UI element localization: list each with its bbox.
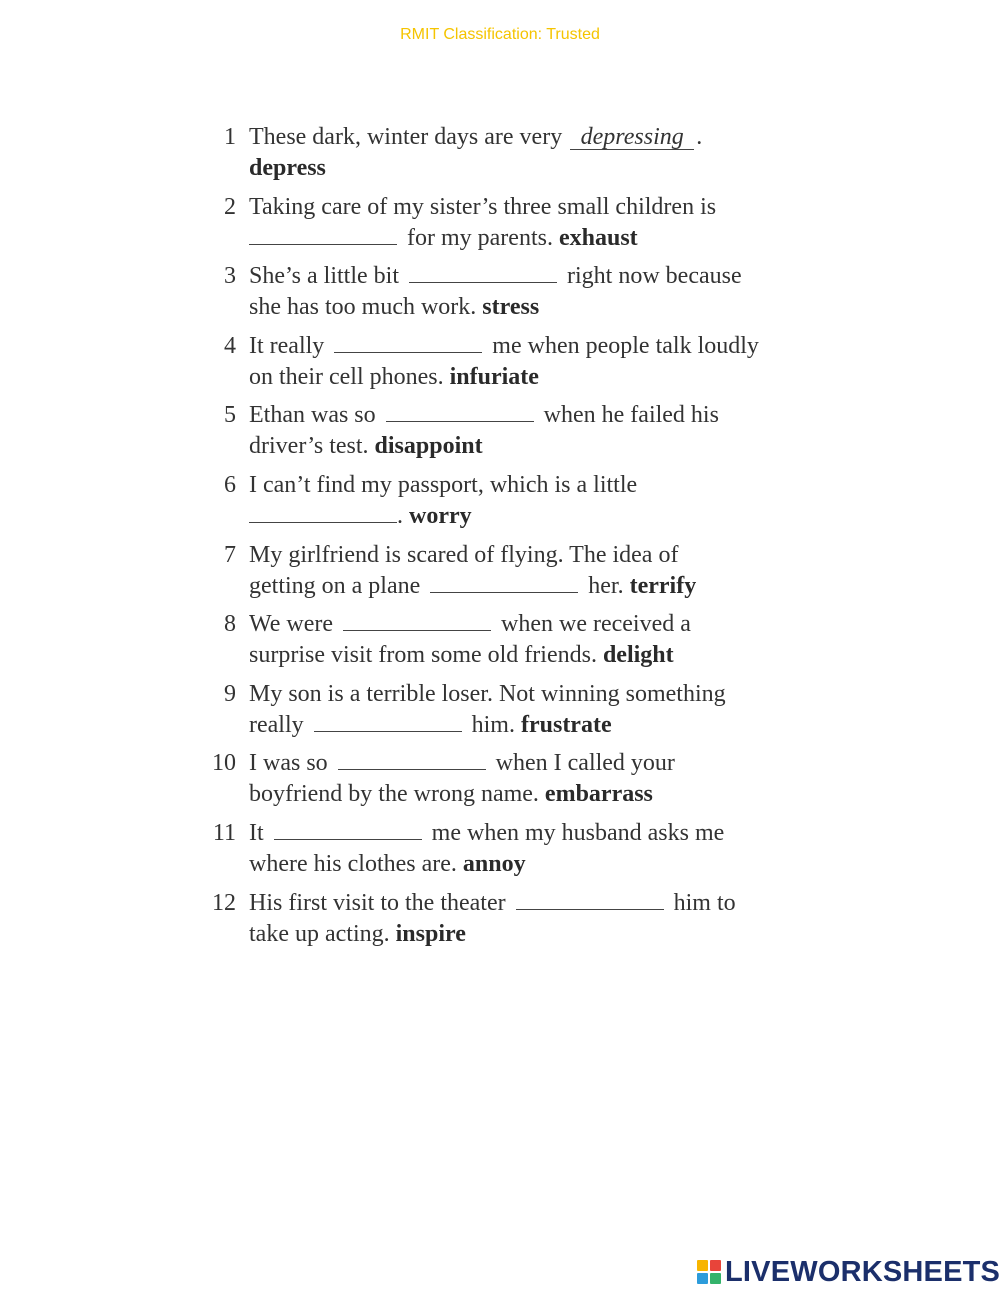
exercise-item-6 — [200, 470, 820, 540]
exercise-item-12 — [200, 888, 820, 958]
item-text: on their cell phones. — [249, 363, 444, 390]
liveworksheets-logo — [697, 1256, 1000, 1288]
item-text-end: for my parents. — [407, 224, 553, 251]
answer-blank-6[interactable] — [249, 504, 397, 523]
exercise-item-4 — [200, 331, 820, 401]
item-text-end: . — [696, 124, 703, 150]
exercise-item-2 — [200, 192, 820, 262]
base-word: infuriate — [449, 363, 539, 390]
item-text: My son is a terrible loser. Not winning something — [249, 680, 726, 707]
logo-mark-icon — [697, 1260, 721, 1284]
item-text: really — [249, 711, 304, 738]
item-text: take up acting. — [249, 920, 390, 947]
logo-text: LIVEWORKSHEETS — [725, 1255, 1000, 1288]
base-word: disappoint — [374, 433, 483, 460]
item-number: 9 — [224, 680, 236, 707]
exercise-item-8 — [200, 609, 820, 679]
item-text: where his clothes are. — [249, 850, 457, 877]
item-number: 12 — [212, 889, 236, 916]
item-text-end: right now because — [567, 263, 742, 290]
item-text-end: me when people talk loudly — [492, 332, 759, 359]
exercise-item-7 — [200, 540, 820, 610]
item-text-end: me when my husband asks me — [431, 819, 725, 846]
classification-label: RMIT Classification: Trusted — [400, 26, 600, 43]
exercise-list — [200, 122, 820, 957]
item-text: My girlfriend is scared of flying. The idea of — [249, 541, 679, 568]
item-text-end: him. — [471, 711, 515, 738]
item-text: driver’s test. — [249, 433, 369, 460]
item-number: 7 — [224, 541, 236, 568]
exercise-item-5 — [200, 400, 820, 470]
item-number: 1 — [224, 124, 236, 150]
exercise-item-3 — [200, 261, 820, 331]
base-word: delight — [602, 642, 674, 669]
answer-blank-10[interactable] — [338, 751, 486, 770]
base-word: inspire — [395, 920, 466, 947]
item-text: boyfriend by the wrong name. — [249, 781, 539, 808]
item-text: It really — [249, 332, 325, 359]
item-number: 5 — [224, 402, 236, 429]
exercise-item-11 — [200, 818, 820, 888]
item-text: she has too much work. — [249, 294, 477, 321]
item-text: Taking care of my sister’s three small children is — [249, 193, 717, 220]
base-word: embarrass — [544, 781, 653, 808]
item-number: 10 — [212, 750, 236, 777]
item-text: Ethan was so — [249, 402, 376, 429]
item-text: I can’t find my passport, which is a little — [249, 471, 638, 498]
base-word: terrify — [629, 572, 697, 599]
item-text-end: when we received a — [501, 611, 691, 638]
answer-blank-5[interactable] — [386, 403, 534, 422]
item-number: 6 — [224, 471, 236, 498]
answer-blank-8[interactable] — [343, 612, 491, 631]
answer-blank-7[interactable] — [430, 574, 578, 593]
item-number: 4 — [224, 332, 236, 359]
item-number: 3 — [224, 263, 236, 290]
item-number: 11 — [212, 819, 236, 846]
exercise-item-10 — [200, 748, 820, 818]
item-text-end: when he failed his — [543, 402, 719, 429]
base-word: exhaust — [558, 224, 638, 251]
item-text: It — [249, 819, 264, 846]
base-word: worry — [409, 502, 472, 529]
item-number: 2 — [224, 193, 236, 220]
base-word: depress — [249, 155, 326, 181]
base-word: annoy — [462, 850, 526, 877]
answer-blank-1[interactable]: depressing — [570, 125, 694, 150]
answer-blank-3[interactable] — [409, 264, 557, 283]
item-text-end: . — [397, 502, 403, 529]
answer-blank-12[interactable] — [516, 891, 664, 910]
exercise-item-9 — [200, 679, 820, 749]
item-text: These dark, winter days are very — [249, 124, 563, 150]
item-text: surprise visit from some old friends. — [249, 642, 597, 669]
answer-blank-9[interactable] — [314, 713, 462, 732]
answer-blank-4[interactable] — [334, 334, 482, 353]
item-text: His first visit to the theater — [249, 889, 506, 916]
item-text: She’s a little bit — [249, 263, 399, 290]
item-text-end: her. — [588, 572, 624, 599]
item-text-end: when I called your — [495, 750, 675, 777]
item-text: I was so — [249, 750, 328, 777]
exercise-item-1 — [200, 122, 820, 192]
item-text-end: him to — [673, 889, 736, 916]
answer-blank-2[interactable] — [249, 226, 397, 245]
base-word: stress — [482, 294, 540, 321]
item-number: 8 — [224, 611, 236, 638]
base-word: frustrate — [520, 711, 612, 738]
answer-blank-11[interactable] — [274, 821, 422, 840]
item-text: We were — [249, 611, 334, 638]
item-text: getting on a plane — [249, 572, 421, 599]
